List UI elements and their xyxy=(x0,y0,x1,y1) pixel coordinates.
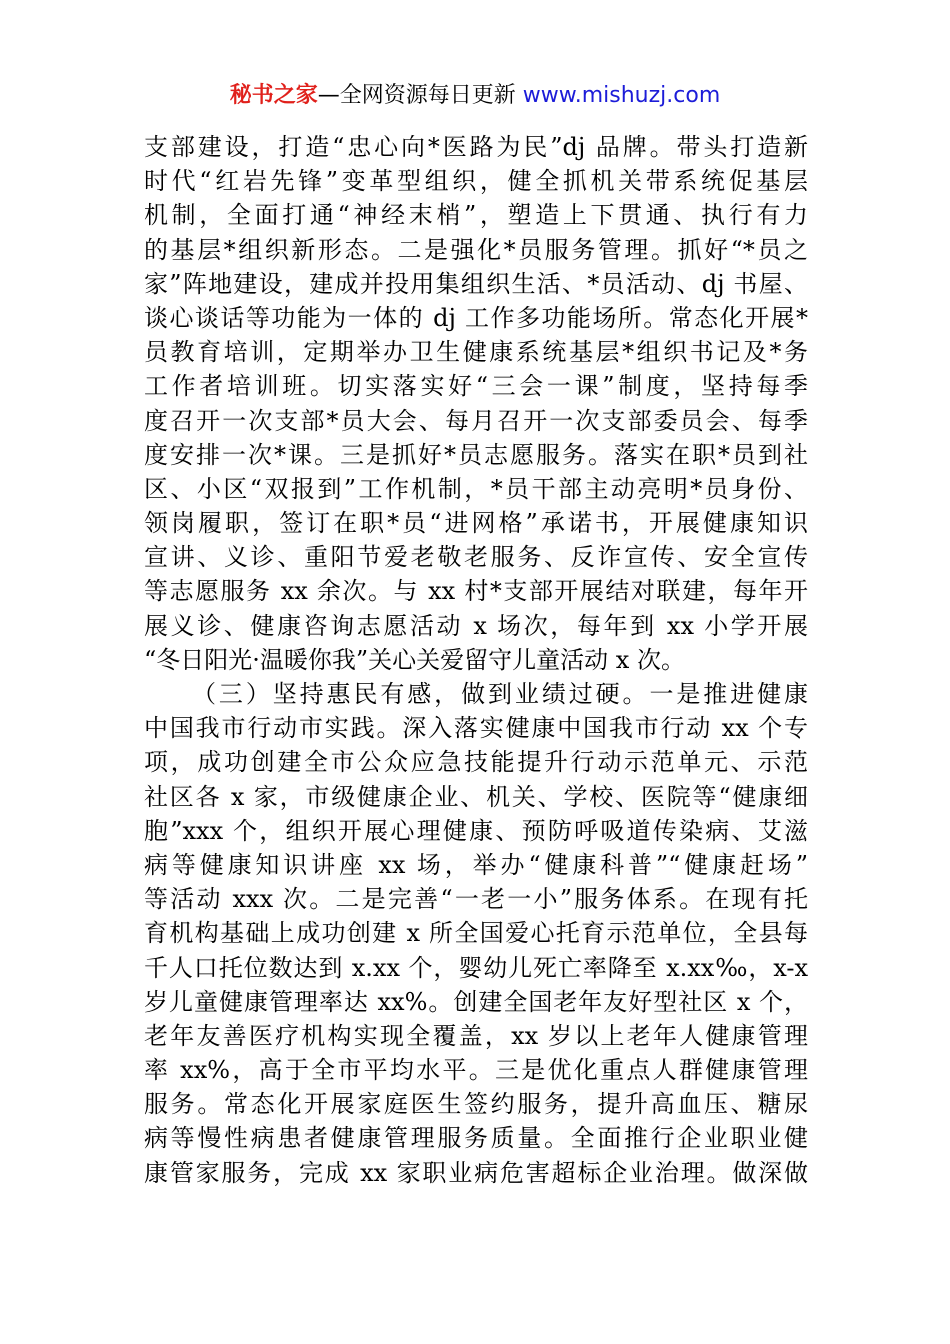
text-line: 度召开一次支部*员大会、每月召开一次支部委员会、每季 xyxy=(144,406,808,435)
document-body xyxy=(144,130,808,1190)
text-line: 项，成功创建全市公众应急技能提升行动示范单元、示范 xyxy=(144,748,808,777)
text-line: 率 xx%，高于全市平均水平。三是优化重点人群健康管理 xyxy=(144,1056,808,1085)
text-line: 服务。常态化开展家庭医生签约服务，提升高血压、糖尿 xyxy=(144,1090,808,1119)
text-line: 病等健康知识讲座 xx 场，举办“健康科普”“健康赶场” xyxy=(144,850,808,879)
text-line: 机制，全面打通“神经末梢”，塑造上下贯通、执行有力 xyxy=(144,201,808,230)
site-url-link[interactable]: www.mishuzj.com xyxy=(522,83,721,108)
text-line: 度安排一次*课。三是抓好*员志愿服务。落实在职*员到社 xyxy=(144,440,808,469)
text-line: 社区各 x 家，市级健康企业、机关、学校、医院等“健康细 xyxy=(144,782,808,811)
text-line: （三）坚持惠民有感，做到业绩过硬。一是推进健康 xyxy=(192,680,808,708)
brand-name: 秘书之家 xyxy=(229,83,318,108)
header-tagline: —全网资源每日更新 xyxy=(317,83,523,108)
site-header xyxy=(0,79,950,113)
text-line: 等活动 xxx 次。二是完善“一老一小”服务体系。在现有托 xyxy=(144,885,808,914)
text-line: 时代“红岩先锋”变革型组织，健全抓机关带系统促基层 xyxy=(144,167,808,196)
text-line: 康管家服务，完成 xx 家职业病危害超标企业治理。做深做 xyxy=(144,1158,808,1187)
text-line: 岁儿童健康管理率达 xx%。创建全国老年友好型社区 x 个， xyxy=(144,987,808,1016)
text-line: 谈心谈话等功能为一体的 dj 工作多功能场所。常态化开展* xyxy=(144,303,808,332)
paragraph-2 xyxy=(144,677,808,1190)
text-line: 千人口托位数达到 x.xx 个，婴幼儿死亡率降至 x.xx‰，x-x xyxy=(144,953,808,982)
paragraph-1 xyxy=(144,130,808,677)
text-line: 育机构基础上成功创建 x 所全国爱心托育示范单位，全县每 xyxy=(144,919,808,948)
text-line: 胞”xxx 个，组织开展心理健康、预防呼吸道传染病、艾滋 xyxy=(144,816,808,845)
text-line: 区、小区“双报到”工作机制，*员干部主动亮明*员身份、 xyxy=(144,474,808,503)
text-line: 家”阵地建设，建成并投用集组织生活、*员活动、dj 书屋、 xyxy=(144,269,808,298)
text-line: 领岗履职，签订在职*员“进网格”承诺书，开展健康知识 xyxy=(144,509,808,538)
text-line: “冬日阳光·温暖你我”关心关爱留守儿童活动 x 次。 xyxy=(144,645,685,674)
text-line: 支部建设，打造“忠心向*医路为民”dj 品牌。带头打造新 xyxy=(144,133,808,161)
text-line: 等志愿服务 xx 余次。与 xx 村*支部开展结对联建，每年开 xyxy=(144,577,808,606)
text-line: 宣讲、义诊、重阳节爱老敬老服务、反诈宣传、安全宣传 xyxy=(144,543,808,572)
text-line: 工作者培训班。切实落实好“三会一课”制度，坚持每季 xyxy=(144,372,808,401)
text-line: 的基层*组织新形态。二是强化*员服务管理。抓好“*员之 xyxy=(144,235,808,264)
text-line: 病等慢性病患者健康管理服务质量。全面推行企业职业健 xyxy=(144,1124,808,1153)
text-line: 老年友善医疗机构实现全覆盖，xx 岁以上老年人健康管理 xyxy=(144,1021,808,1050)
text-line: 中国我市行动市实践。深入落实健康中国我市行动 xx 个专 xyxy=(144,714,808,743)
text-line: 员教育培训，定期举办卫生健康系统基层*组织书记及*务 xyxy=(144,338,808,367)
text-line: 展义诊、健康咨询志愿活动 x 场次，每年到 xx 小学开展 xyxy=(144,611,808,640)
